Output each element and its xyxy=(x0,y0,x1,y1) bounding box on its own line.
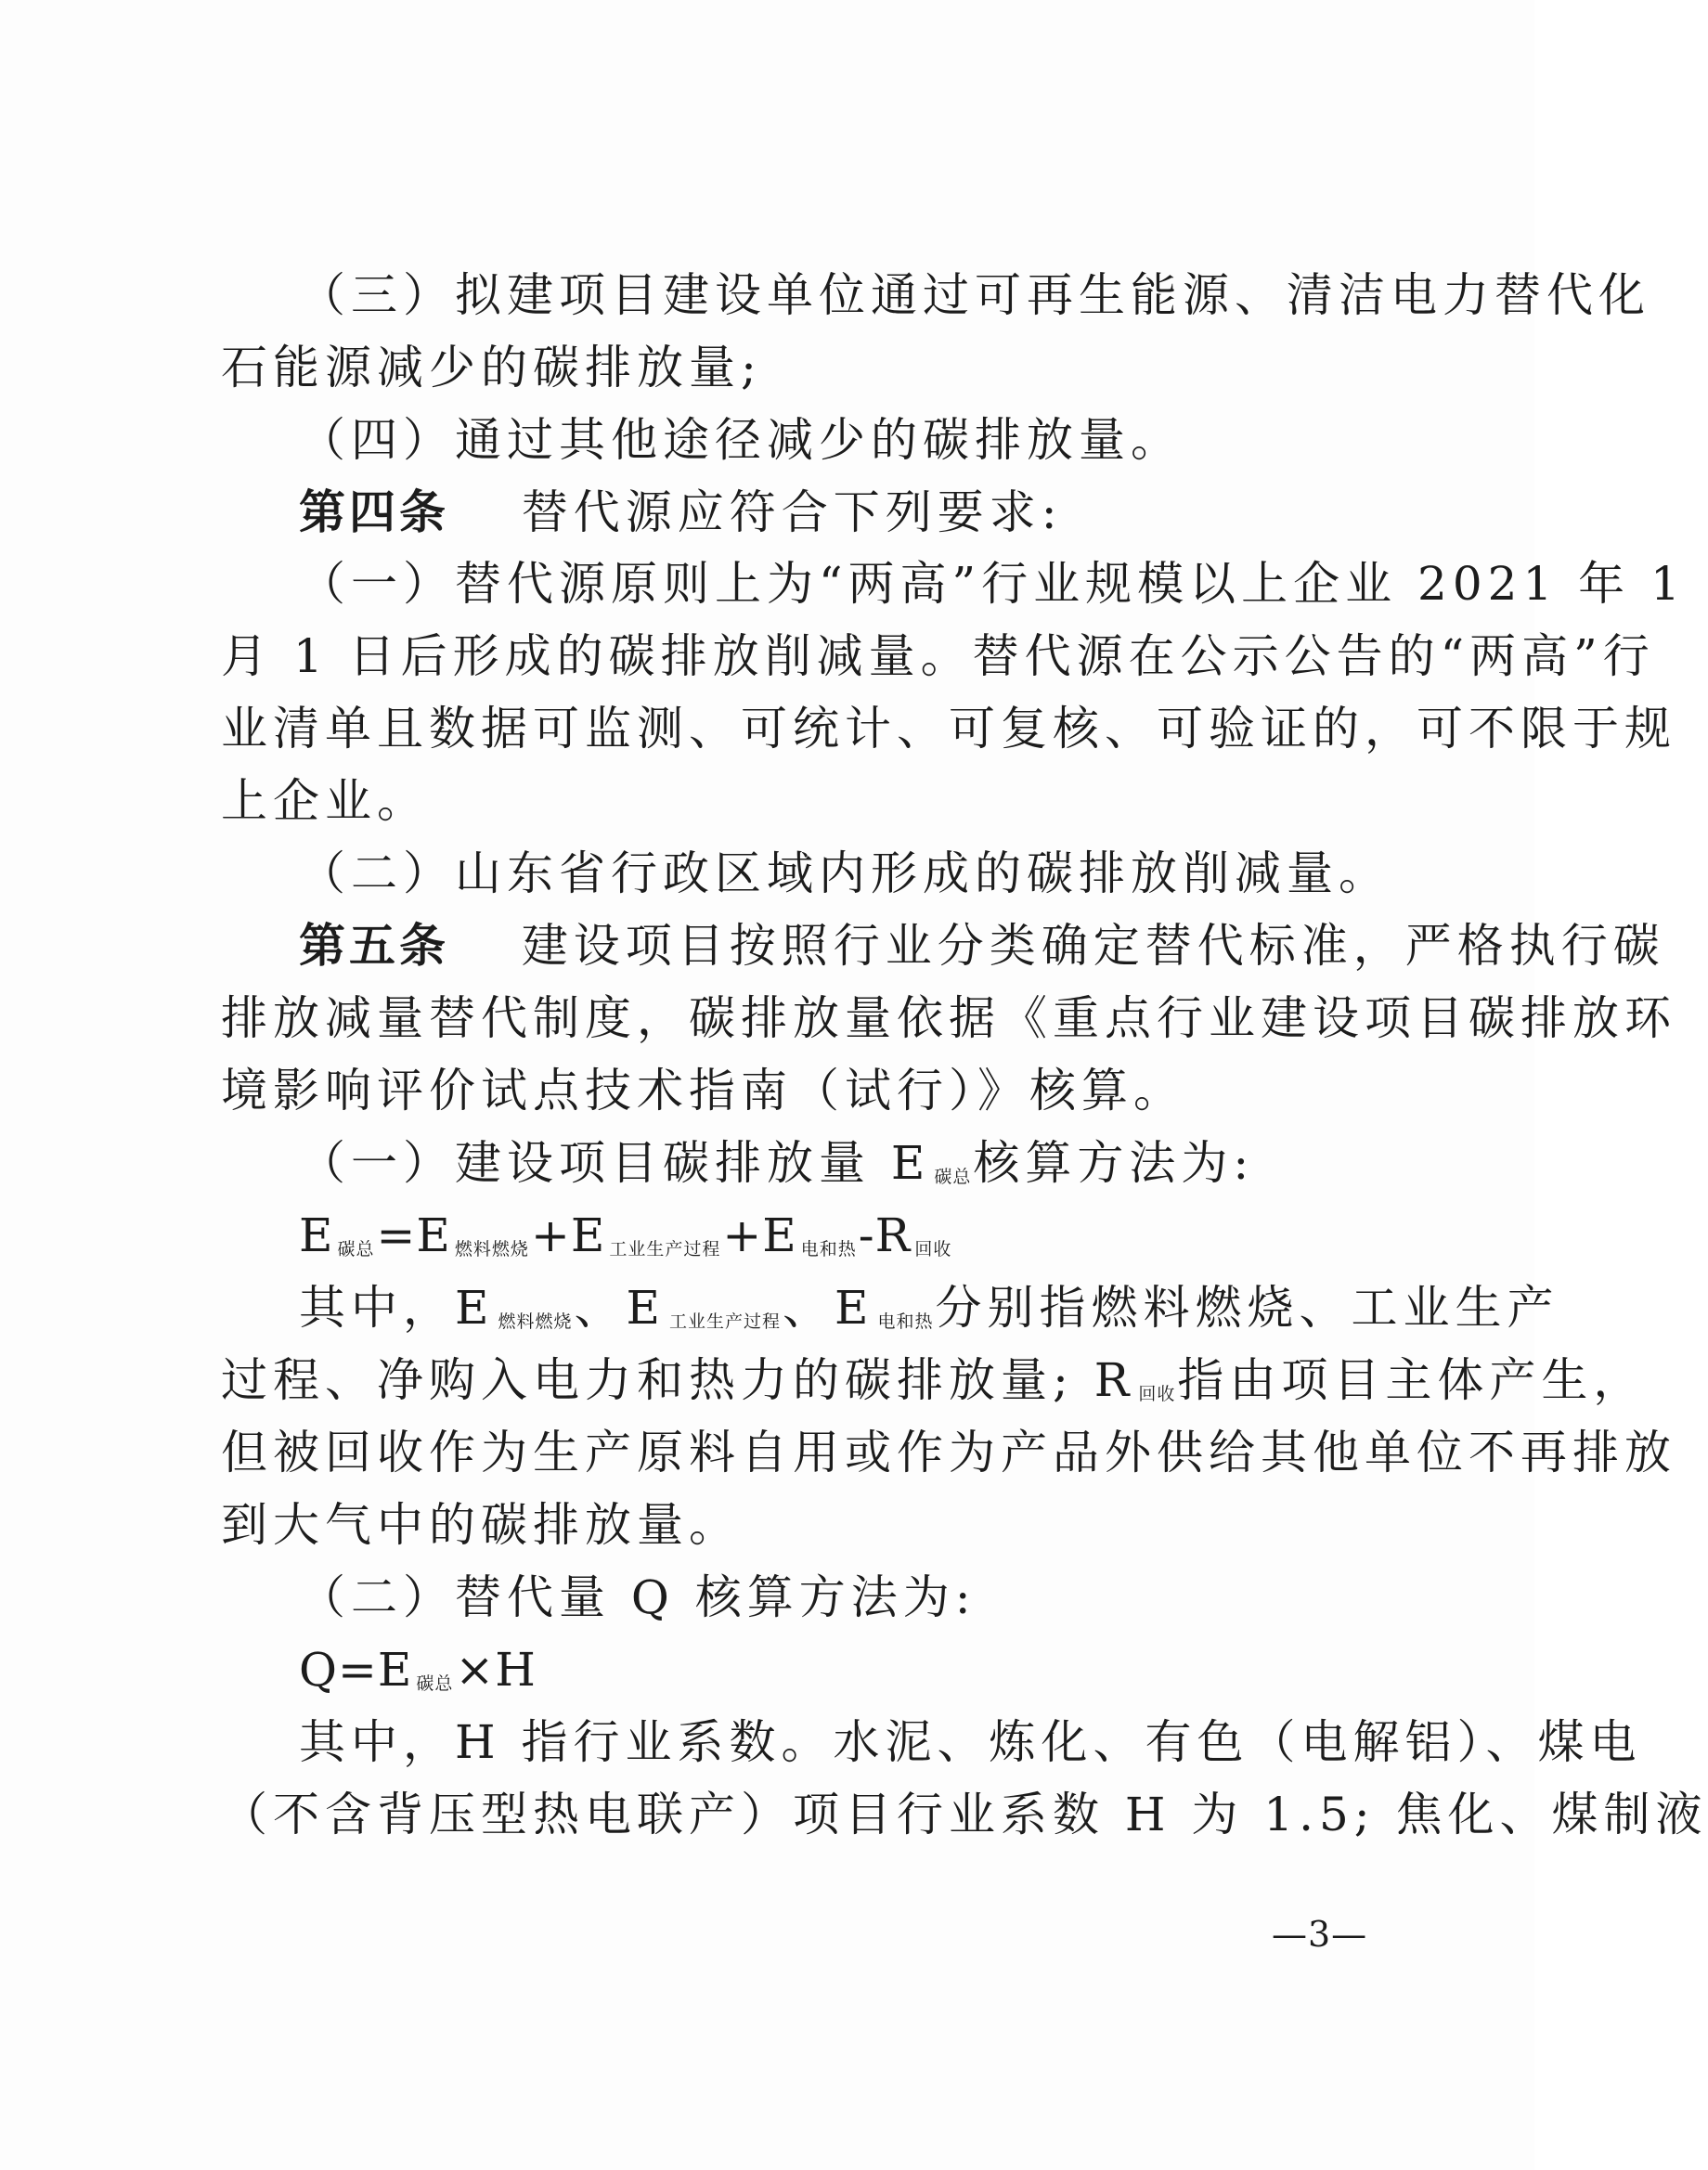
subscript: 工业生产过程 xyxy=(669,1311,782,1332)
paragraph-line: （四）通过其他途径减少的碳排放量。 xyxy=(299,413,1183,467)
subscript: 回收 xyxy=(1138,1384,1176,1404)
formula-term: +E xyxy=(530,1208,606,1262)
text-run: 分别指燃料燃烧、工业生产 xyxy=(935,1281,1559,1335)
formula-substitution xyxy=(299,1640,1363,1699)
formula-term: ×H xyxy=(455,1643,537,1697)
text-run: 指由项目主体产生， xyxy=(1177,1353,1646,1407)
text-run: 核算方法为: xyxy=(973,1136,1255,1190)
page-number: —3— xyxy=(1272,1914,1368,1955)
paragraph-line: 到大气中的碳排放量。 xyxy=(221,1498,741,1552)
formula-term: +E xyxy=(722,1208,797,1262)
subscript: 碳总 xyxy=(416,1673,454,1694)
text-run: 、E xyxy=(783,1281,874,1335)
article-4-line xyxy=(299,483,1363,542)
paragraph-line: 上企业。 xyxy=(221,774,429,828)
paragraph-line: 但被回收作为生产原料自用或作为产品外供给其他单位不再排放 xyxy=(221,1426,1676,1479)
paragraph-line: 石能源减少的碳排放量; xyxy=(221,341,762,394)
paragraph-line: （不含背压型热电联产）项目行业系数 H 为 1.5; 焦化、煤制液 xyxy=(221,1788,1708,1841)
article-heading: 第五条 xyxy=(299,918,449,973)
subscript: 工业生产过程 xyxy=(609,1239,721,1259)
subscript: 回收 xyxy=(914,1239,952,1259)
subscript: 碳总 xyxy=(337,1239,375,1259)
article-text: 建设项目按照行业分类确定替代标准，严格执行碳 xyxy=(521,919,1665,973)
text-run: 、E xyxy=(574,1281,666,1335)
subscript: 碳总 xyxy=(934,1167,972,1187)
subscript: 燃料燃烧 xyxy=(454,1239,529,1259)
subscript: 电和热 xyxy=(877,1311,934,1332)
paragraph-line: （二）替代量 Q 核算方法为: xyxy=(299,1570,977,1624)
paragraph-line xyxy=(299,1133,1363,1193)
subscript: 电和热 xyxy=(800,1239,857,1259)
article-heading: 第四条 xyxy=(299,484,449,539)
formula-term: E xyxy=(299,1208,334,1262)
paragraph-line xyxy=(299,1278,1559,1337)
paragraph-line: 排放减量替代制度，碳排放量依据《重点行业建设项目碳排放环 xyxy=(221,991,1676,1045)
paragraph-line: 其中，H 指行业系数。水泥、炼化、有色（电解铝）、煤电 xyxy=(299,1715,1642,1769)
paragraph-line: 月 1 日后形成的碳排放削减量。替代源在公示公告的“两高”行 xyxy=(221,629,1655,683)
formula-carbon-total xyxy=(299,1206,1363,1265)
formula-term: -R xyxy=(858,1208,912,1262)
paragraph-line: （三）拟建项目建设单位通过可再生能源、清洁电力替代化 xyxy=(299,268,1650,322)
formula-term: =E xyxy=(376,1208,451,1262)
paragraph-line: 境影响评价试点技术指南（试行）》核算。 xyxy=(221,1064,1185,1117)
paragraph-line: 业清单且数据可监测、可统计、可复核、可验证的，可不限于规 xyxy=(221,702,1676,756)
formula-term: Q=E xyxy=(299,1643,413,1697)
text-run: （一）建设项目碳排放量 E xyxy=(299,1136,931,1190)
article-5-line xyxy=(299,916,1665,975)
paragraph-line: （二）山东省行政区域内形成的碳排放削减量。 xyxy=(299,846,1391,900)
subscript: 燃料燃烧 xyxy=(498,1311,573,1332)
paragraph-line xyxy=(221,1350,1646,1410)
text-run: 其中，E xyxy=(299,1281,495,1335)
paragraph-line: （一）替代源原则上为“两高”行业规模以上企业 2021 年 1 xyxy=(299,557,1686,611)
article-text: 替代源应符合下列要求: xyxy=(521,485,1063,539)
text-run: 过程、净购入电力和热力的碳排放量; R xyxy=(221,1353,1135,1407)
